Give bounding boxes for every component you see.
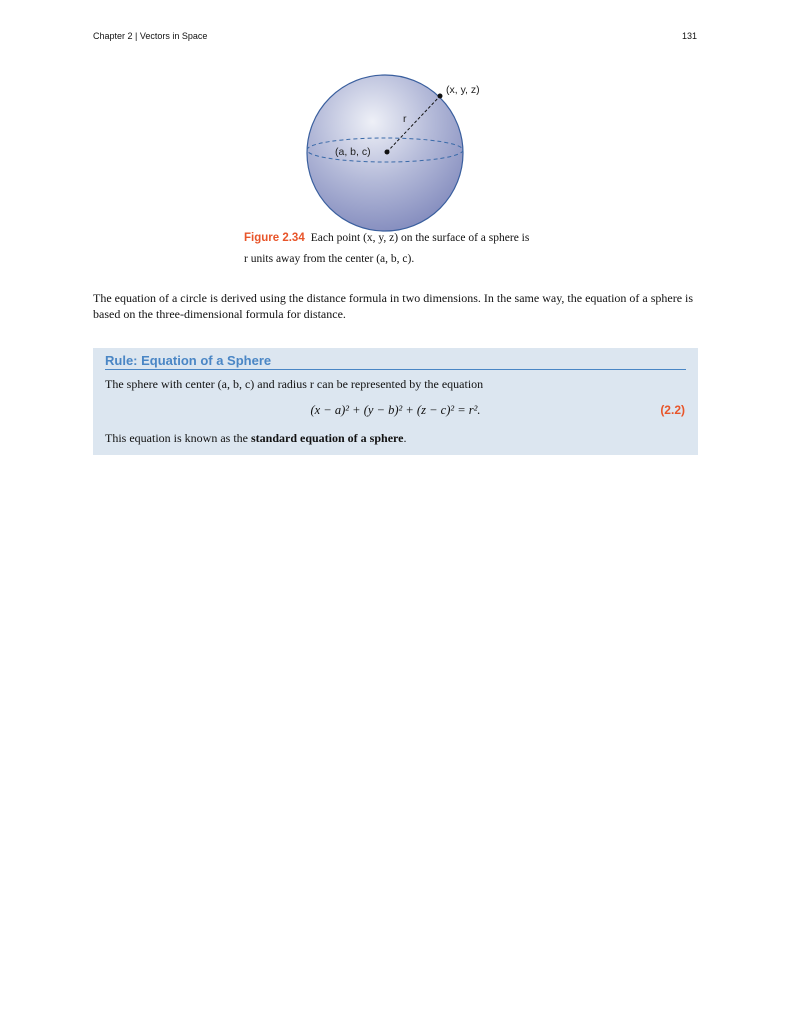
center-dot [385,150,390,155]
equation-number: (2.2) [660,403,685,417]
rule-title: Rule: Equation of a Sphere [105,353,686,370]
center-label: (a, b, c) [335,146,371,158]
sphere-equation: (x − a)² + (y − b)² + (z − c)² = r². [310,403,481,417]
caption-line-2: r units away from the center (a, b, c). [244,253,415,265]
running-header: Chapter 2 | Vectors in Space [93,31,208,41]
figure-number: Figure 2.34 [244,232,305,244]
point-label: (x, y, z) [446,84,480,96]
body-paragraph: The equation of a circle is derived using the distance formula in two dimensions. In the same way, the equation of a sphere is based on the three-dimensional formula for distance. [93,291,694,321]
rule-line-3-prefix: This equation is known as the [105,431,251,445]
rule-line-1: The sphere with center (a, b, c) and radius r can be represented by the equation [105,377,484,391]
sphere-figure [295,72,505,234]
figure-caption [244,232,529,244]
rule-line-3-suffix: . [403,431,407,445]
radius-label: r [403,113,407,125]
rule-term: standard equation of a sphere [250,431,404,445]
rule-box [93,348,698,455]
surface-dot [438,94,443,99]
page-number: 131 [682,31,698,41]
rule-line-3 [105,431,406,446]
caption-line-1: Each point (x, y, z) on the surface of a sphere is [310,232,530,244]
